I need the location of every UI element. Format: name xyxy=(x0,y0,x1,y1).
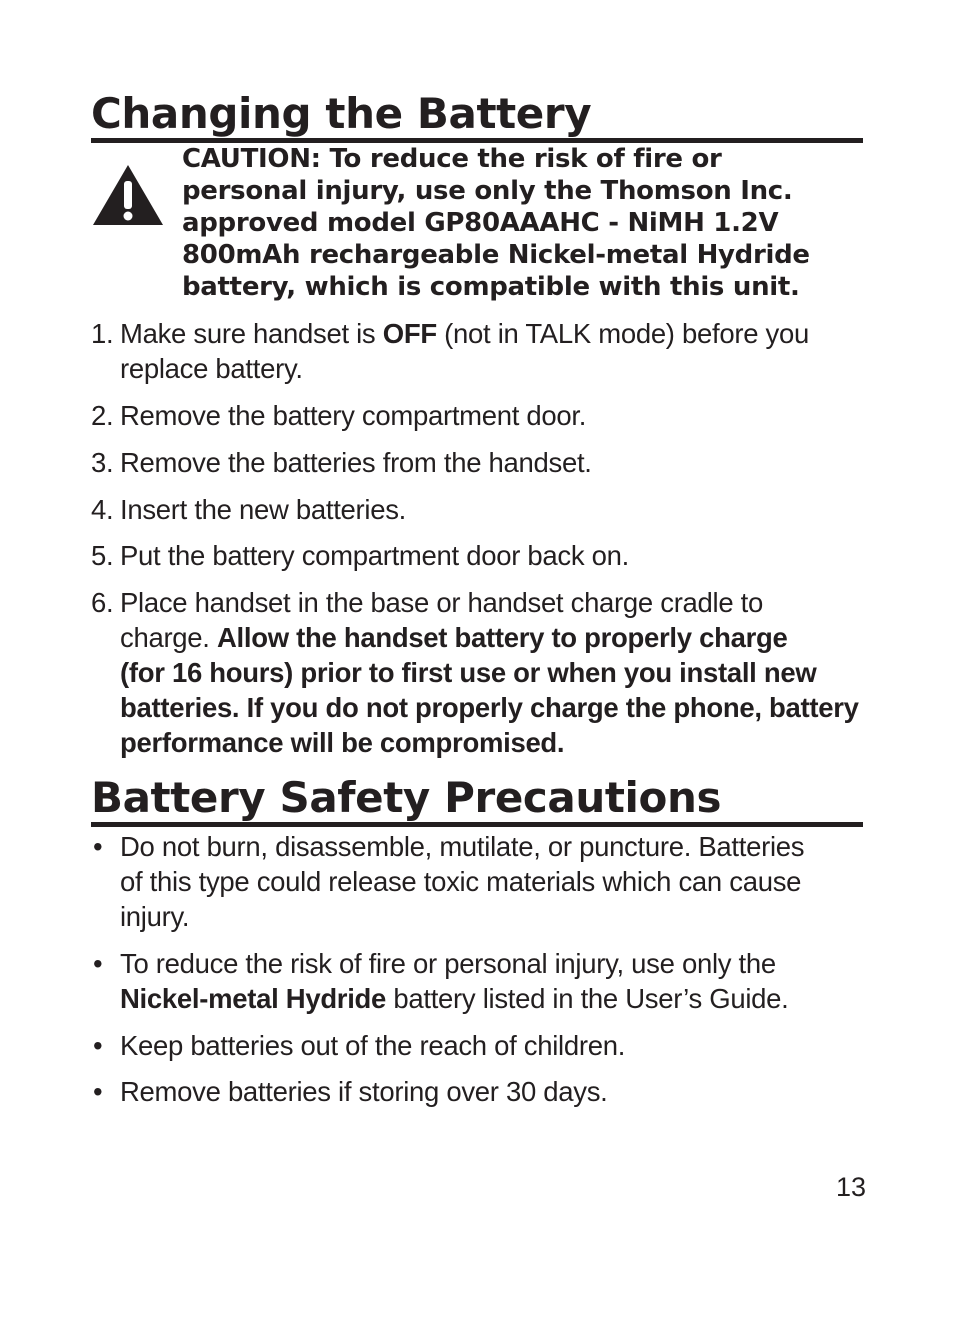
step-text: Put the battery compartment door back on. xyxy=(120,540,629,571)
step-text-bold: Allow the handset battery to properly charge xyxy=(216,622,788,653)
list-item xyxy=(91,445,871,480)
step-number: 1. xyxy=(91,318,114,349)
precaution-text: Keep batteries out of the reach of children. xyxy=(120,1030,626,1061)
caution-line: battery, which is compatible with this unit. xyxy=(182,272,800,302)
precaution-text: To reduce the risk of fire or personal injury, use only the xyxy=(120,948,776,979)
step-number: 3. xyxy=(91,447,114,478)
bullet: • xyxy=(93,948,103,979)
caution-line: CAUTION: To reduce the risk of fire or xyxy=(182,144,722,174)
caution-notice xyxy=(182,143,842,303)
caution-line: personal injury, use only the Thomson Inc. xyxy=(182,176,793,206)
section-heading-safety-precautions: Battery Safety Precautions xyxy=(91,774,863,827)
step-number: 5. xyxy=(91,540,114,571)
step-text-part: charge. xyxy=(120,622,217,653)
step-number: 4. xyxy=(91,494,114,525)
precaution-text: Do not burn, disassemble, mutilate, or puncture. Batteries xyxy=(120,831,805,862)
list-item xyxy=(91,316,871,386)
list-item xyxy=(91,1074,871,1109)
step-text: Insert the new batteries. xyxy=(120,494,406,525)
step-text-bold: performance will be compromised. xyxy=(120,727,565,758)
step-text-bold: OFF xyxy=(382,318,437,349)
precaution-text: injury. xyxy=(120,901,190,932)
precaution-text: Remove batteries if storing over 30 days. xyxy=(120,1076,608,1107)
section-heading-changing-battery: Changing the Battery xyxy=(91,90,863,143)
step-number: 2. xyxy=(91,400,114,431)
page-number: 13 xyxy=(835,1172,866,1202)
step-text: replace battery. xyxy=(120,353,303,384)
step-text-part: Make sure handset is xyxy=(120,318,383,349)
bullet: • xyxy=(93,1030,103,1061)
warning-triangle-icon xyxy=(91,163,165,227)
step-text: Place handset in the base or handset charge cradle to xyxy=(120,587,764,618)
step-text xyxy=(91,620,871,655)
bullet: • xyxy=(93,831,103,862)
precaution-text-bold: Nickel-metal Hydride xyxy=(120,983,387,1014)
step-text: Remove the battery compartment door. xyxy=(120,400,587,431)
list-item xyxy=(91,946,871,1016)
precaution-text-part: battery listed in the User’s Guide. xyxy=(386,983,789,1014)
step-text xyxy=(91,316,871,351)
caution-line: approved model GP80AAAHC - NiMH 1.2V xyxy=(182,208,779,238)
step-text-bold: batteries. If you do not properly charge the phone, battery xyxy=(120,692,859,723)
list-item xyxy=(91,585,871,760)
list-item xyxy=(91,1028,871,1063)
caution-line: 800mAh rechargeable Nickel-metal Hydride xyxy=(182,240,810,270)
list-item xyxy=(91,492,871,527)
precaution-text: of this type could release toxic materials which can cause xyxy=(120,866,802,897)
list-item xyxy=(91,829,871,934)
list-item xyxy=(91,398,871,433)
step-text: Remove the batteries from the handset. xyxy=(120,447,592,478)
step-text-bold: (for 16 hours) prior to first use or when you install new xyxy=(120,657,817,688)
list-item xyxy=(91,538,871,573)
bullet: • xyxy=(93,1076,103,1107)
step-number: 6. xyxy=(91,587,114,618)
step-text-part: (not in TALK mode) before you xyxy=(436,318,809,349)
precaution-text xyxy=(91,981,871,1016)
